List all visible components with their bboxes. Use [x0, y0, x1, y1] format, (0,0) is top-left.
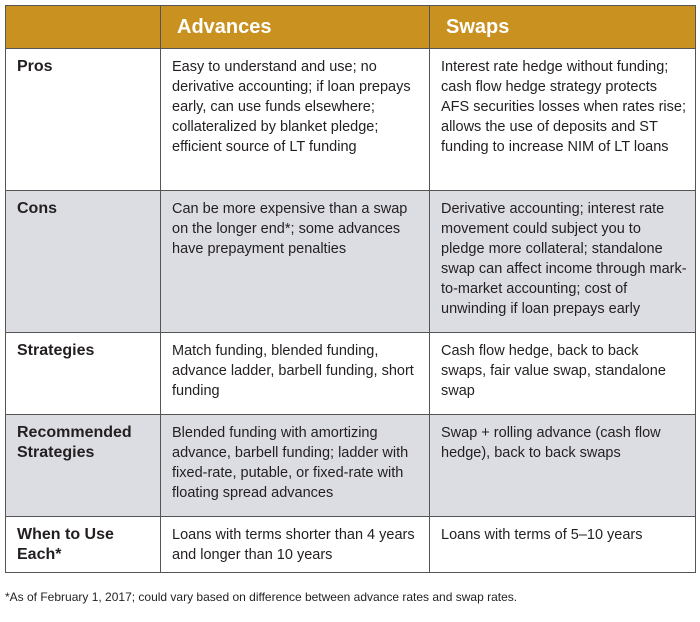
advances-cell: Easy to understand and use; no derivative accounting; if loan prepays early, can use funds elsewhere; collateralized by blanket pledge; efficient source of LT funding: [161, 49, 430, 191]
header-advances: Advances: [161, 6, 430, 49]
swaps-cell: Loans with terms of 5–10 years: [430, 517, 696, 573]
header-row: [6, 6, 696, 49]
advances-cell: Loans with terms shorter than 4 years and longer than 10 years: [161, 517, 430, 573]
advances-cell: Can be more expensive than a swap on the longer end*; some advances have prepayment penalties: [161, 191, 430, 333]
header-swaps: Swaps: [430, 6, 696, 49]
advances-cell: Blended funding with amortizing advance, barbell funding; ladder with fixed-rate, putable, or fixed-rate with floating spread advances: [161, 415, 430, 517]
row-recommended-strategies: [6, 415, 696, 517]
swaps-cell: Swap + rolling advance (cash flow hedge), back to back swaps: [430, 415, 696, 517]
footnote: *As of February 1, 2017; could vary based on difference between advance rates and swap rates.: [5, 590, 518, 604]
row-label: When to Use Each*: [6, 517, 161, 573]
row-label: Pros: [6, 49, 161, 191]
row-pros: [6, 49, 696, 191]
swaps-cell: Cash flow hedge, back to back swaps, fair value swap, standalone swap: [430, 333, 696, 415]
swaps-cell: Interest rate hedge without funding; cash flow hedge strategy protects AFS securities losses when rates rise; allows the use of deposits and ST funding to increase NIM of LT loans: [430, 49, 696, 191]
advances-cell: Match funding, blended funding, advance ladder, barbell funding, short funding: [161, 333, 430, 415]
header-corner: [6, 6, 161, 49]
swaps-cell: Derivative accounting; interest rate movement could subject you to pledge more collateral; standalone swap can affect income through mark-to-market accounting; cost of unwinding if loan prepays early: [430, 191, 696, 333]
row-strategies: [6, 333, 696, 415]
row-label: Strategies: [6, 333, 161, 415]
row-when-to-use: [6, 517, 696, 573]
comparison-table-frame: [5, 5, 695, 580]
row-label: Recommended Strategies: [6, 415, 161, 517]
comparison-table: [5, 5, 696, 573]
row-cons: [6, 191, 696, 333]
row-label: Cons: [6, 191, 161, 333]
